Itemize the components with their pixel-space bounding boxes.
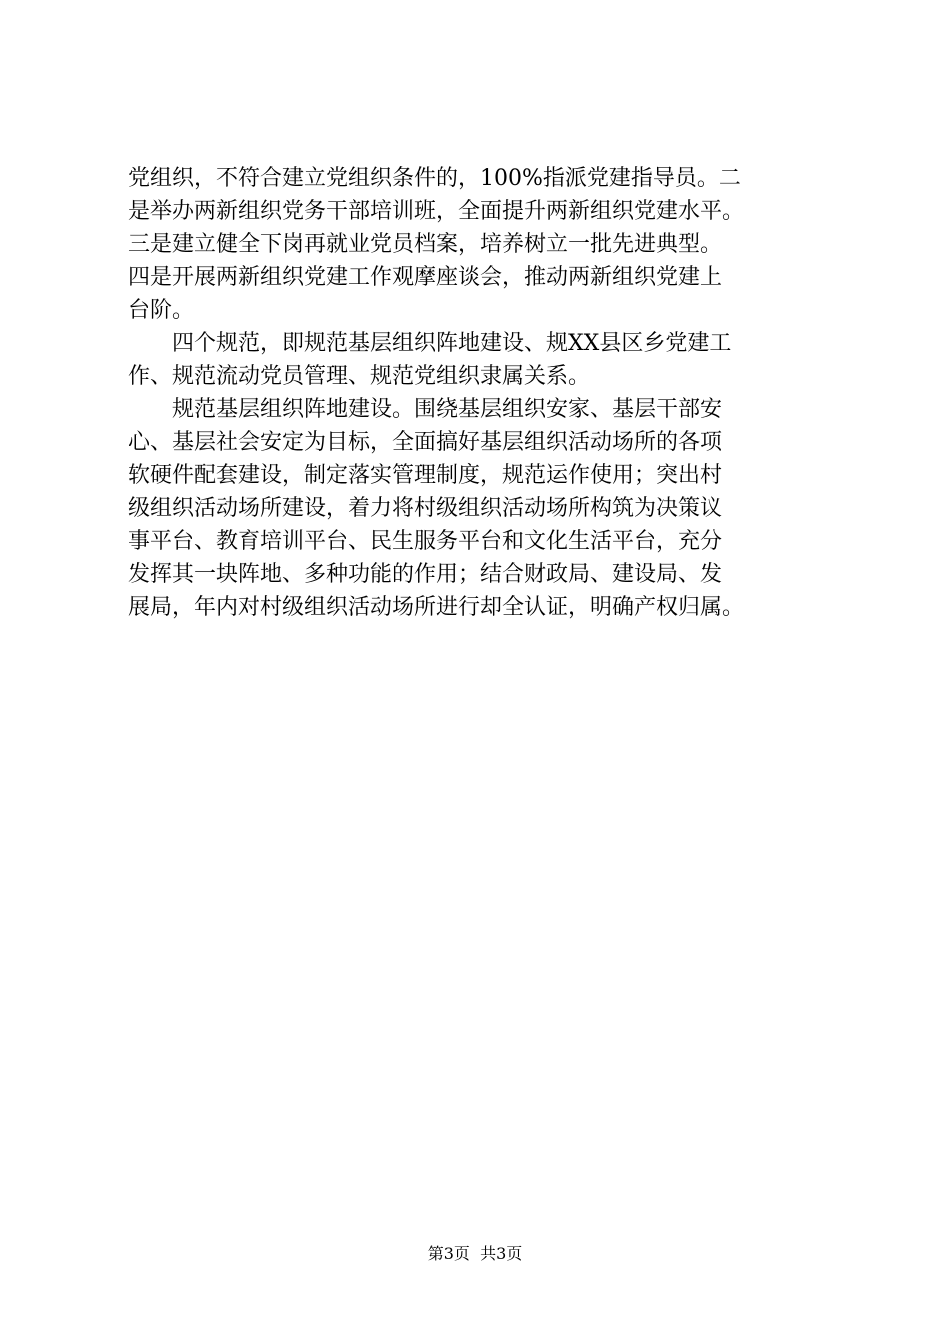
text-line: 党组织，不符合建立党组织条件的，100%指派党建指导员。二: [128, 166, 741, 191]
text-line: 是举办两新组织党务干部培训班，全面提升两新组织党建水平。: [128, 199, 745, 224]
text-line: 台阶。: [128, 298, 195, 323]
paragraph-start-line: 四个规范，即规范基层组织阵地建设、规XX县区乡党建工: [172, 331, 732, 356]
text-line: 心、基层社会安定为目标，全面搞好基层组织活动场所的各项: [128, 430, 723, 455]
text-line: 三是建立健全下岗再就业党员档案，培养树立一批先进典型。: [128, 232, 723, 257]
document-body: [128, 162, 828, 624]
text-line: 四是开展两新组织党建工作观摩座谈会，推动两新组织党建上: [128, 265, 723, 290]
text-line: 发挥其一块阵地、多种功能的作用；结合财政局、建设局、发: [128, 562, 723, 587]
paragraph-start-line: 规范基层组织阵地建设。围绕基层组织安家、基层干部安: [172, 397, 723, 422]
text-line: 作、规范流动党员管理、规范党组织隶属关系。: [128, 364, 591, 389]
text-line: 级组织活动场所建设，着力将村级组织活动场所构筑为决策议: [128, 496, 723, 521]
text-line: 软硬件配套建设，制定落实管理制度，规范运作使用；突出村: [128, 463, 723, 488]
page-footer: [0, 1244, 950, 1264]
text-line: 事平台、教育培训平台、民生服务平台和文化生活平台，充分: [128, 529, 723, 554]
text-line: 展局，年内对村级组织活动场所进行却全认证，明确产权归属。: [128, 595, 745, 620]
page-number-label: 第3页 共3页: [427, 1244, 523, 1263]
